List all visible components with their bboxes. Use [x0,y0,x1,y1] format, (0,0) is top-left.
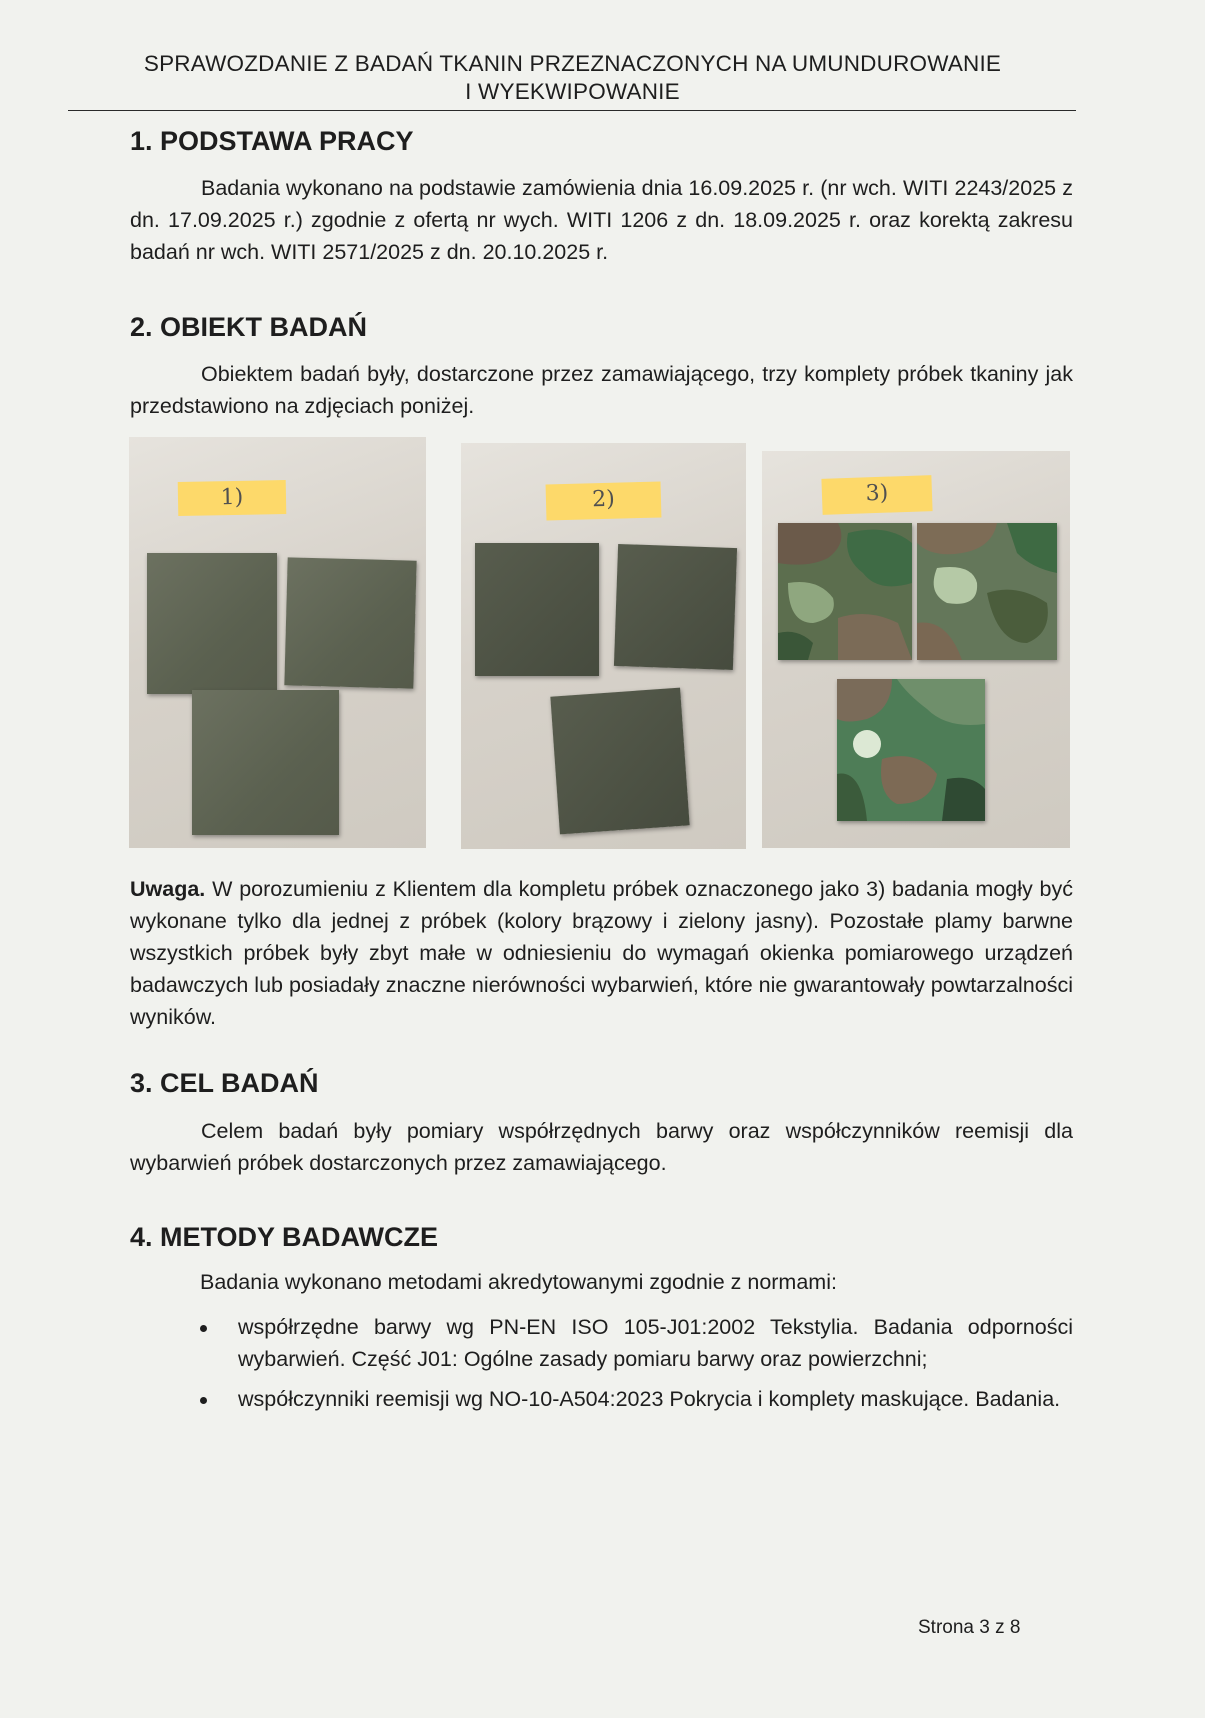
camo-fabric-sample [778,523,912,660]
sample-photo-2 [461,443,746,849]
fabric-sample [284,557,416,688]
section-1-title: 1. PODSTAWA PRACY [130,126,414,156]
section-2-title: 2. OBIEKT BADAŃ [130,312,368,342]
note-paragraph [130,873,1073,1033]
sample-tag-3: 3) [821,475,932,515]
bullet-icon [200,1397,207,1404]
note-text: W porozumieniu z Klientem dla kompletu próbek oznaczonego jako 3) badania mogły być wykonane tylko dla jednej z próbek (kolory brązowy i zielony jasny). Pozostałe plamy barwne wszystkich próbek były zbyt małe w odniesieniu do wymagań okienka pomiarowego urządzeń badawczych lub posiadały znaczne nierówności wybarwień, które nie gwarantowały powtarzalności wyników. [130,877,1073,1029]
method-text: współczynniki reemisji wg NO-10-A504:2023 Pokrycia i komplety maskujące. Badania. [238,1387,1061,1411]
fabric-sample [475,543,599,676]
section-3-text: Celem badań były pomiary współrzędnych barwy oraz współczynników reemisji dla wybarwień próbek dostarczonych przez zamawiającego. [130,1119,1073,1175]
list-item [200,1311,1073,1375]
fabric-sample [192,690,339,835]
list-item [200,1383,1073,1415]
camo-fabric-sample [837,679,985,821]
bullet-icon [200,1325,207,1332]
sample-photo-1 [129,437,426,848]
header-divider [68,110,1076,111]
fabric-sample [147,553,277,694]
page-number: Strona 3 z 8 [918,1617,1021,1638]
method-text: współrzędne barwy wg PN-EN ISO 105-J01:2002 Tekstylia. Badania odporności wybarwień. Część J01: Ogólne zasady pomiaru barwy oraz powierzchni; [238,1315,1073,1371]
header-line-2: I WYEKWIPOWANIE [465,79,680,104]
sample-photo-3 [762,451,1070,848]
sample-tag-2: 2) [546,482,662,521]
sample-tag-1: 1) [178,480,287,516]
section-2-text: Obiektem badań były, dostarczone przez zamawiającego, trzy komplety próbek tkaniny jak przedstawiono na zdjęciach poniżej. [130,362,1073,418]
note-label: Uwaga. [130,877,206,901]
fabric-sample [614,544,737,670]
section-4-title: 4. METODY BADAWCZE [130,1222,439,1252]
header-line-1: SPRAWOZDANIE Z BADAŃ TKANIN PRZEZNACZONYCH NA UMUNDUROWANIE [143,51,1002,76]
fabric-sample [550,688,689,835]
section-3-title: 3. CEL BADAŃ [130,1068,319,1098]
document-header [70,50,1075,106]
section-1-text: Badania wykonano na podstawie zamówienia dnia 16.09.2025 r. (nr wch. WITI 2243/2025 z dn. 17.09.2025 r.) zgodnie z ofertą nr wych. WITI 1206 z dn. 18.09.2025 r. oraz korektą zakresu badań nr wch. WITI 2571/2025 z dn. 20.10.2025 r. [130,176,1073,264]
methods-list [200,1311,1073,1423]
section-4-intro: Badania wykonano metodami akredytowanymi zgodnie z normami: [200,1270,837,1294]
camo-fabric-sample [917,523,1057,660]
